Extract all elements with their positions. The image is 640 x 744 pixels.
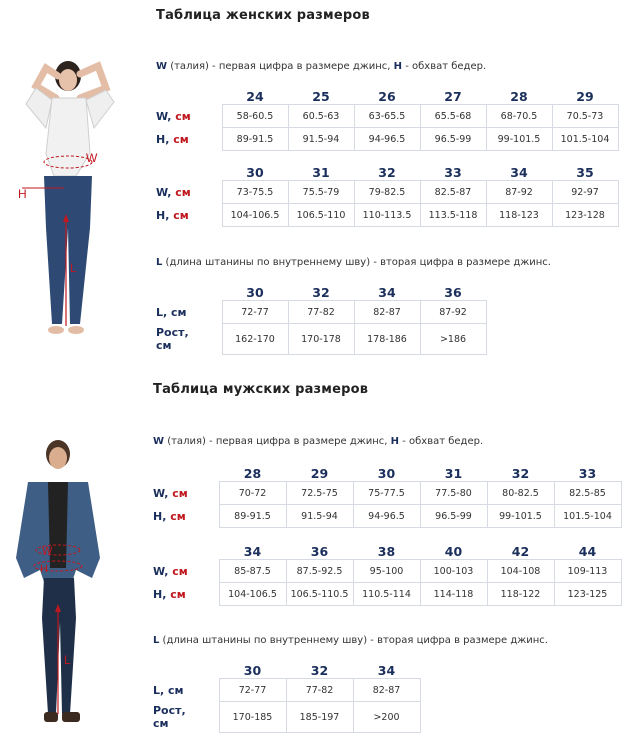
size-header: 32 <box>310 663 329 678</box>
table-row <box>156 105 618 128</box>
size-header: 44 <box>578 544 597 559</box>
table-cell: 75.5-79 <box>288 181 354 204</box>
h-row-label: H, см <box>156 208 189 222</box>
size-header: 32 <box>378 165 396 180</box>
woman-h-label: H <box>18 187 27 201</box>
table-cell: 101.5-104 <box>552 128 618 151</box>
size-header: 32 <box>312 285 330 300</box>
table-cell: 72-77 <box>219 679 286 702</box>
size-header: 28 <box>510 89 528 104</box>
size-header: 33 <box>444 165 462 180</box>
man-boot-left <box>44 712 58 722</box>
table-cell: 104-108 <box>487 560 554 583</box>
w-row-label: W, см <box>156 109 191 123</box>
table-cell: 82.5-85 <box>554 482 621 505</box>
size-header: 24 <box>246 89 264 104</box>
table-cell: 65.5-68 <box>420 105 486 128</box>
table-cell: 101.5-104 <box>554 505 621 528</box>
table-cell: 94-96.5 <box>354 128 420 151</box>
w-row-label: W, см <box>153 564 188 578</box>
size-header: 31 <box>444 466 463 481</box>
size-header: 36 <box>310 544 329 559</box>
table-row <box>156 324 486 355</box>
table-cell: 96.5-99 <box>420 505 487 528</box>
size-header: 34 <box>377 663 396 678</box>
table-cell: 87.5-92.5 <box>286 560 353 583</box>
women-title: Таблица женских размеров <box>156 8 370 23</box>
table-cell: 110.5-114 <box>353 583 420 606</box>
h-row-label: H, см <box>153 509 186 523</box>
woman-shirt <box>46 98 90 176</box>
size-header: 31 <box>312 165 330 180</box>
size-header: 30 <box>243 663 262 678</box>
table-cell: 75-77.5 <box>353 482 420 505</box>
men-waist-table-1 <box>153 464 622 528</box>
women-length-table <box>156 283 487 355</box>
table-cell: 73-75.5 <box>222 181 288 204</box>
table-cell: 79-82.5 <box>354 181 420 204</box>
table-row <box>153 583 621 606</box>
rost-row-label: Рост, см <box>156 326 189 352</box>
table-row <box>156 301 486 324</box>
table-row <box>156 204 618 227</box>
table-cell: 185-197 <box>286 702 353 733</box>
men-title: Таблица мужских размеров <box>153 382 369 397</box>
size-header: 40 <box>444 544 463 559</box>
men-length-note: L (длина штанины по внутреннему шву) - вторая цифра в размере джинс. <box>153 635 548 646</box>
table-cell: 72-77 <box>222 301 288 324</box>
h-row-label: H, см <box>156 132 189 146</box>
men-length-table <box>153 661 421 733</box>
table-cell: 87-92 <box>420 301 486 324</box>
man-face <box>49 447 67 469</box>
woman-l-label: L <box>70 261 77 275</box>
woman-figure <box>6 58 130 348</box>
size-header: 29 <box>576 89 594 104</box>
w-row-label: W, см <box>153 486 188 500</box>
table-row <box>156 128 618 151</box>
woman-face <box>59 69 77 91</box>
size-header: 29 <box>310 466 329 481</box>
women-waist-note: W (талия) - первая цифра в размере джинс, H - обхват бедер. <box>156 61 487 72</box>
man-l-label: L <box>64 653 71 667</box>
table-row <box>153 702 420 733</box>
table-cell: 80-82.5 <box>487 482 554 505</box>
size-header: 26 <box>378 89 396 104</box>
table-cell: 89-91.5 <box>219 505 286 528</box>
table-cell: 106.5-110 <box>288 204 354 227</box>
size-header: 34 <box>243 544 262 559</box>
table-cell: 82-87 <box>353 679 420 702</box>
women-waist-table-2 <box>156 163 619 227</box>
table-cell: 110-113.5 <box>354 204 420 227</box>
table-cell: 100-103 <box>420 560 487 583</box>
men-waist-note: W (талия) - первая цифра в размере джинс, H - обхват бедер. <box>153 436 484 447</box>
woman-foot-right <box>68 326 84 334</box>
size-header: 28 <box>243 466 262 481</box>
table-cell: 114-118 <box>420 583 487 606</box>
table-cell: 170-185 <box>219 702 286 733</box>
woman-jeans <box>44 176 92 324</box>
size-header: 42 <box>511 544 530 559</box>
table-cell: 91.5-94 <box>286 505 353 528</box>
table-cell: 106.5-110.5 <box>286 583 353 606</box>
h-row-label: H, см <box>153 587 186 601</box>
size-header: 34 <box>378 285 396 300</box>
table-cell: 118-122 <box>487 583 554 606</box>
size-header: 36 <box>444 285 462 300</box>
size-header: 32 <box>511 466 530 481</box>
table-cell: 77-82 <box>288 301 354 324</box>
table-cell: 92-97 <box>552 181 618 204</box>
table-cell: 60.5-63 <box>288 105 354 128</box>
size-header: 35 <box>576 165 594 180</box>
man-jeans <box>42 578 76 714</box>
table-cell: 162-170 <box>222 324 288 355</box>
table-cell: 96.5-99 <box>420 128 486 151</box>
women-waist-table-1 <box>156 87 619 151</box>
table-cell: 99-101.5 <box>487 505 554 528</box>
men-waist-table-2 <box>153 542 622 606</box>
table-row <box>153 482 621 505</box>
w-row-label: W, см <box>156 185 191 199</box>
table-cell: 68-70.5 <box>486 105 552 128</box>
man-w-label: W <box>42 545 53 557</box>
table-cell: 58-60.5 <box>222 105 288 128</box>
table-cell: 123-125 <box>554 583 621 606</box>
l-row-label: L, см <box>153 683 184 697</box>
size-header: 33 <box>578 466 597 481</box>
table-cell: 104-106.5 <box>222 204 288 227</box>
rost-row-label: Рост, см <box>153 704 186 730</box>
table-cell: 63-65.5 <box>354 105 420 128</box>
size-header: 38 <box>377 544 396 559</box>
table-row <box>153 560 621 583</box>
table-cell: 178-186 <box>354 324 420 355</box>
table-cell: 87-92 <box>486 181 552 204</box>
table-cell: 91.5-94 <box>288 128 354 151</box>
woman-w-label: W <box>86 151 98 165</box>
size-header: 34 <box>510 165 528 180</box>
size-header: 30 <box>377 466 396 481</box>
table-cell: >200 <box>353 702 420 733</box>
table-cell: 104-106.5 <box>219 583 286 606</box>
man-figure <box>4 438 116 738</box>
man-h-label: H <box>40 563 48 575</box>
table-cell: 99-101.5 <box>486 128 552 151</box>
table-cell: 77-82 <box>286 679 353 702</box>
table-cell: 94-96.5 <box>353 505 420 528</box>
table-cell: 89-91.5 <box>222 128 288 151</box>
table-cell: 113.5-118 <box>420 204 486 227</box>
table-cell: 109-113 <box>554 560 621 583</box>
table-cell: >186 <box>420 324 486 355</box>
table-cell: 77.5-80 <box>420 482 487 505</box>
size-header: 30 <box>246 165 264 180</box>
table-row <box>153 679 420 702</box>
women-length-note: L (длина штанины по внутреннему шву) - вторая цифра в размере джинс. <box>156 257 551 268</box>
table-cell: 123-128 <box>552 204 618 227</box>
table-cell: 85-87.5 <box>219 560 286 583</box>
table-row <box>153 505 621 528</box>
table-cell: 82.5-87 <box>420 181 486 204</box>
table-cell: 70-72 <box>219 482 286 505</box>
woman-foot-left <box>48 326 64 334</box>
table-cell: 82-87 <box>354 301 420 324</box>
table-cell: 170-178 <box>288 324 354 355</box>
table-cell: 72.5-75 <box>286 482 353 505</box>
size-header: 25 <box>312 89 330 104</box>
man-boot-right <box>62 712 80 722</box>
table-row <box>156 181 618 204</box>
table-cell: 118-123 <box>486 204 552 227</box>
size-header: 27 <box>444 89 462 104</box>
table-cell: 70.5-73 <box>552 105 618 128</box>
table-cell: 95-100 <box>353 560 420 583</box>
size-header: 30 <box>246 285 264 300</box>
l-row-label: L, см <box>156 305 187 319</box>
